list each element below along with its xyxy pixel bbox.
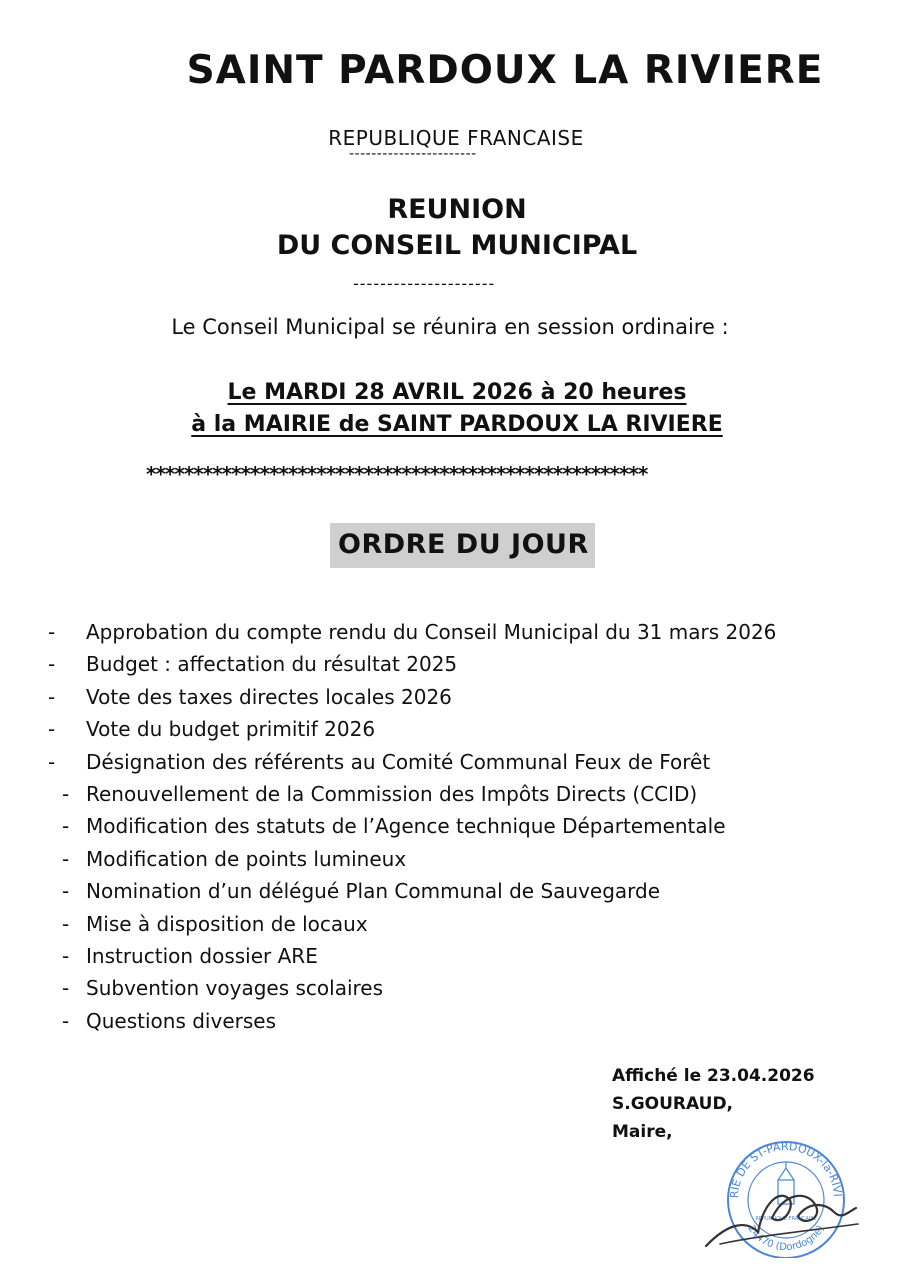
agenda-bullet: - (62, 944, 70, 968)
agenda-item-text: Modification de points lumineux (86, 846, 407, 871)
agenda-bullet: - (62, 1008, 70, 1033)
agenda-bullet: - (62, 782, 70, 806)
stamp-center-text: REPUBLIQUE FRANCAISE (755, 1216, 817, 1222)
agenda-item (0, 879, 900, 911)
agenda-item-text: Modification des statuts de l’Agence technique Départementale (86, 814, 726, 839)
agenda-item (0, 717, 900, 749)
agenda-item (0, 782, 900, 814)
agenda-item-text: Instruction dossier ARE (86, 944, 318, 968)
stamp-subtext: 24470 (Dordogne) (745, 1223, 827, 1254)
agenda-item-text: Nomination d’un délégué Plan Communal de Sauvegarde (86, 879, 661, 904)
agenda-bullet: - (62, 814, 70, 839)
stamp-text: RIE DE ST-PARDOUX-la-RIVI (727, 1139, 845, 1199)
agenda-item (0, 620, 900, 652)
separator-long: --------------------- (353, 274, 496, 293)
posted-date: Affiché le 23.04.2026 (612, 1066, 815, 1086)
agenda-item (0, 814, 900, 846)
meeting-title-line1: REUNION (387, 194, 527, 225)
agenda-bullet: - (62, 846, 70, 871)
country-label: REPUBLIQUE FRANCAISE (328, 126, 584, 150)
meeting-date: Le MARDI 28 AVRIL 2026 à 20 heures (227, 380, 687, 405)
agenda-bullet: - (48, 749, 56, 774)
signatory-role: Maire, (612, 1122, 673, 1142)
agenda-item (0, 976, 900, 1008)
agenda-item-text: Mise à disposition de locaux (86, 911, 368, 936)
agenda-item-text: Questions diverses (86, 1008, 276, 1033)
town-hall-stamp (698, 1128, 868, 1258)
agenda-item-text: Budget : affectation du résultat 2025 (86, 652, 458, 677)
agenda-item (0, 685, 900, 717)
agenda-bullet: - (48, 684, 56, 709)
agenda-item-text: Subvention voyages scolaires (86, 976, 384, 1001)
agenda-bullet: - (48, 620, 56, 644)
agenda-item-text: Vote du budget primitif 2026 (86, 717, 376, 742)
agenda-item-text: Approbation du compte rendu du Conseil Municipal du 31 mars 2026 (86, 620, 777, 644)
agenda-item (0, 912, 900, 944)
agenda-item (0, 847, 900, 879)
agenda-bullet: - (62, 911, 70, 936)
agenda-item-text: Désignation des référents au Comité Communal Feux de Forêt (86, 749, 711, 774)
agenda-heading: ORDRE DU JOUR (330, 523, 595, 568)
meeting-title (0, 192, 900, 264)
meeting-title-line2: DU CONSEIL MUNICIPAL (276, 230, 638, 261)
town-title: SAINT PARDOUX LA RIVIERE (186, 48, 824, 93)
signatory-name: S.GOURAUD, (612, 1094, 734, 1114)
agenda-item (0, 1009, 900, 1041)
agenda-item-text: Renouvellement de la Commission des Impôts Directs (CCID) (86, 782, 698, 806)
agenda-bullet: - (48, 717, 56, 742)
star-divider: ***************************************************** (146, 462, 648, 486)
separator-short: ----------------------- (349, 146, 477, 162)
agenda-item (0, 944, 900, 976)
agenda-bullet: - (62, 879, 70, 904)
agenda-item (0, 652, 900, 684)
agenda-bullet: - (48, 652, 56, 677)
meeting-place: à la MAIRIE de SAINT PARDOUX LA RIVIERE (191, 412, 723, 437)
stamp-icon (698, 1128, 868, 1258)
agenda-item-text: Vote des taxes directes locales 2026 (86, 684, 452, 709)
session-intro: Le Conseil Municipal se réunira en session ordinaire : (171, 315, 729, 339)
agenda-bullet: - (62, 976, 70, 1001)
agenda-item (0, 750, 900, 782)
